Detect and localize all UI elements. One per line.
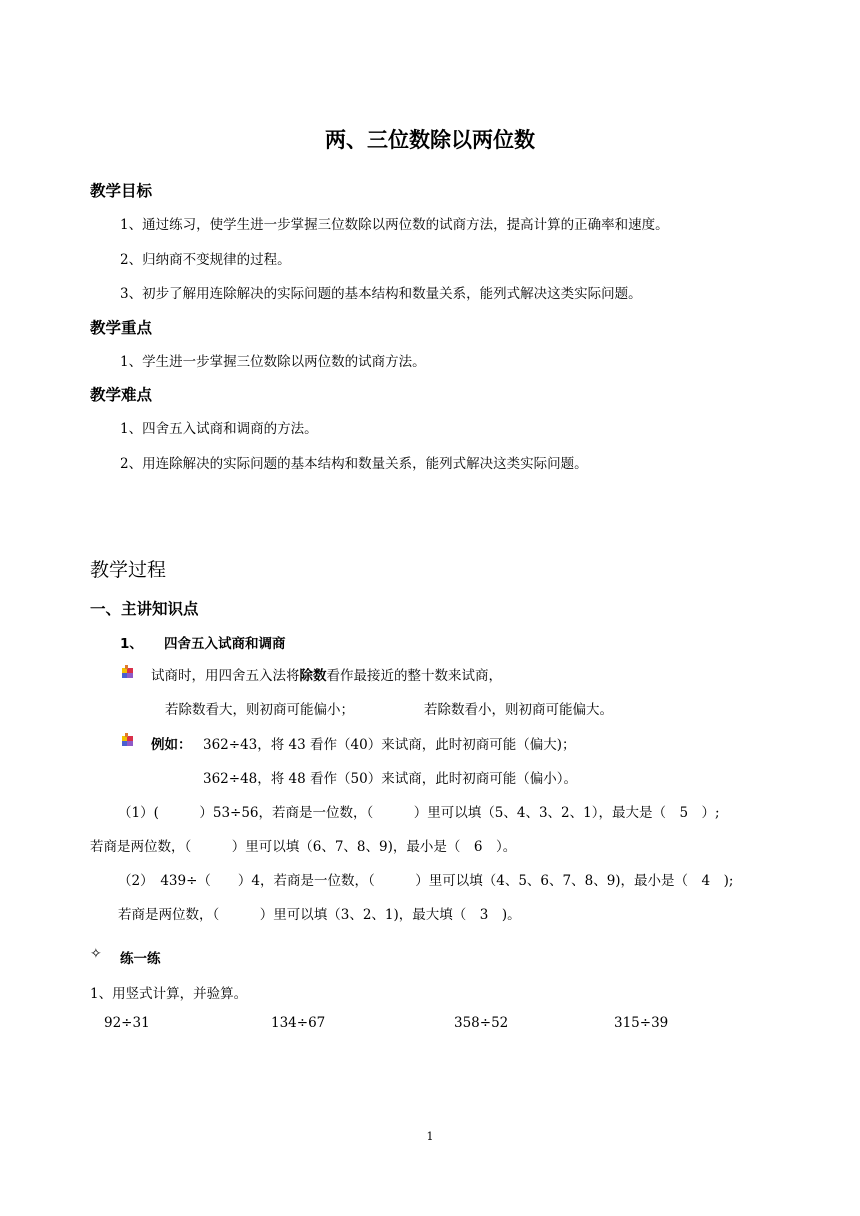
- objective-item: 1、通过练习，使学生进一步掌握三位数除以两位数的试商方法，提高计算的正确率和速度。: [120, 217, 669, 233]
- practice-problem: 92÷31: [104, 1015, 150, 1031]
- practice-instruction: 1、用竖式计算，并验算。: [90, 986, 248, 1002]
- subsection-number: 1、: [120, 636, 143, 652]
- key-point-item: 1、学生进一步掌握三位数除以两位数的试商方法。: [120, 354, 426, 370]
- question-1-line-2: 若商是两位数，（ ）里可以填（6、7、8、9)，最小是（ 6 ）。: [90, 839, 517, 855]
- diamond-bullet-icon: ✧: [90, 946, 102, 962]
- example-line: 362÷48，将 48 看作（50）来试商，此时初商可能（偏小）。: [203, 771, 577, 787]
- practice-heading: 练一练: [120, 951, 161, 967]
- objectives-heading: 教学目标: [90, 182, 153, 200]
- difficulty-item: 2、用连除解决的实际问题的基本结构和数量关系，能列式解决这类实际问题。: [120, 456, 588, 472]
- objective-item: 2、归纳商不变规律的过程。: [120, 252, 291, 268]
- section-heading: 一、主讲知识点: [90, 600, 199, 618]
- difficulty-item: 1、四舍五入试商和调商的方法。: [120, 421, 318, 437]
- subsection-title: 四舍五入试商和调商: [164, 636, 286, 652]
- objective-item: 3、初步了解用连除解决的实际问题的基本结构和数量关系，能列式解决这类实际问题。: [120, 286, 642, 302]
- example-line: 362÷43，将 43 看作（40）来试商，此时初商可能（偏大)；: [203, 737, 576, 753]
- rule-line-a: 若除数看大，则初商可能偏小；: [165, 702, 354, 718]
- bullet-text-post: 看作最接近的整十数来试商，: [326, 668, 502, 684]
- document-title: 两、三位数除以两位数: [325, 128, 535, 152]
- question-1-line-1: （1）( ）53÷56，若商是一位数，（ ）里可以填（5、4、3、2、1），最大是（ 5 ）;: [118, 805, 720, 821]
- key-points-heading: 教学重点: [90, 319, 153, 337]
- process-heading: 教学过程: [90, 559, 167, 581]
- bullet-text: [151, 664, 502, 684]
- book-bullet-icon: [120, 732, 136, 748]
- practice-problem: 134÷67: [271, 1015, 326, 1031]
- bullet-text-pre: 试商时，用四舍五入法将: [151, 668, 300, 684]
- bullet-text-bold: 除数: [299, 668, 327, 684]
- rule-line-b: 若除数看小，则初商可能偏大。: [424, 702, 613, 718]
- question-2-line-2: 若商是两位数，（ ）里可以填（3、2、1)，最大填（ 3 )。: [118, 907, 521, 923]
- difficulties-heading: 教学难点: [90, 386, 153, 404]
- question-2-line-1: （2） 439÷（ ）4，若商是一位数，（ ）里可以填（4、5、6、7、8、9)，最小是（ 4 );: [118, 873, 734, 889]
- page-number: 1: [426, 1130, 434, 1143]
- practice-problem: 315÷39: [614, 1015, 669, 1031]
- example-label: 例如：: [151, 737, 192, 753]
- book-bullet-icon: [120, 664, 136, 680]
- practice-problem: 358÷52: [454, 1015, 509, 1031]
